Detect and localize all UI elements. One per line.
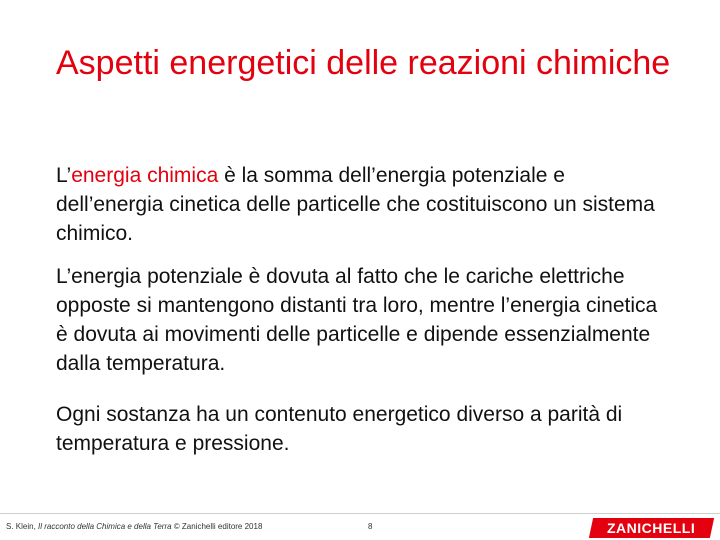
slide-body <box>56 161 666 458</box>
paragraph-energia-chimica <box>56 161 666 248</box>
slide-title: Aspetti energetici delle reazioni chimiche <box>56 44 671 82</box>
page-number: 8 <box>368 522 373 531</box>
footer-publisher: © Zanichelli editore 2018 <box>171 522 263 531</box>
paragraph-contenuto-energetico: Ogni sostanza ha un contenuto energetico diverso a parità di temperatura e pressione. <box>56 403 623 455</box>
footer-author: S. Klein, <box>6 522 39 531</box>
paragraph-energia-potenziale: L’energia potenziale è dovuta al fatto che le cariche elettriche opposte si mantengono distanti tra loro, mentre l’energia cinetica è dovuta ai movimenti delle particelle e dipende essenzialmente dalla temperatura. <box>56 265 658 375</box>
footer-divider <box>0 513 720 514</box>
footer-credit <box>6 522 262 532</box>
paragraph-lead: L’ <box>56 164 72 187</box>
logo-text: ZANICHELLI <box>607 520 696 536</box>
highlight-term: energia chimica <box>71 164 219 187</box>
zanichelli-logo <box>589 518 714 538</box>
paragraph-rest: è la somma dell’energia potenziale e dell’energia cinetica delle particelle che costituiscono un sistema chimico. <box>56 164 655 245</box>
footer-book-title: Il racconto della Chimica e della Terra <box>38 522 172 531</box>
